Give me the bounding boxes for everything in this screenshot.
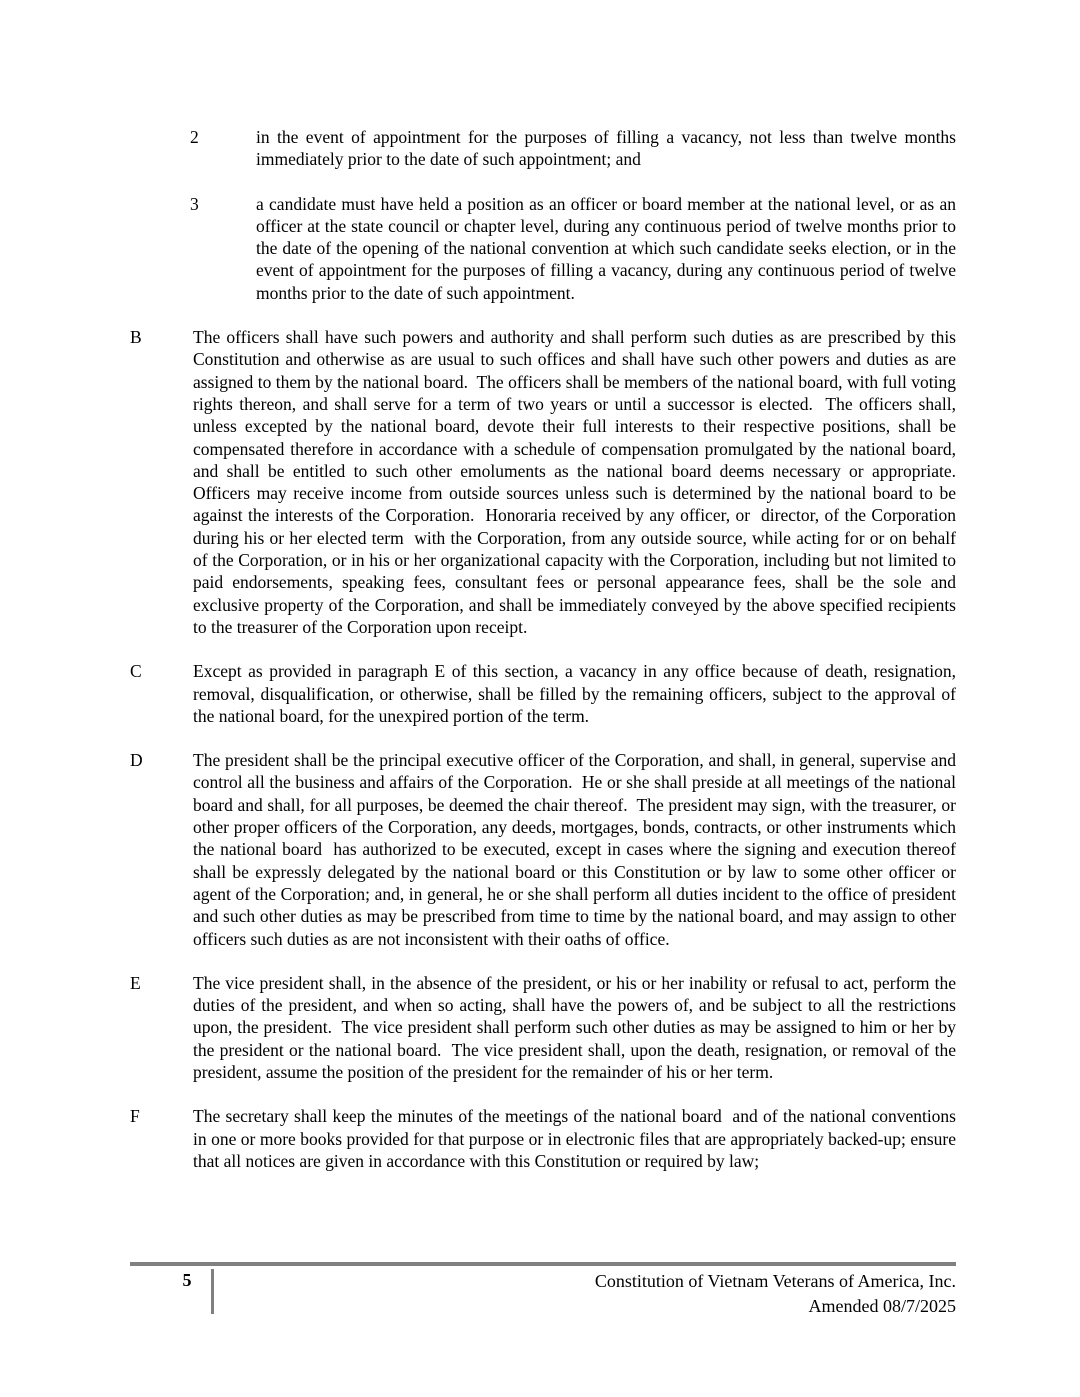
clause-paragraph-f (130, 1105, 961, 1172)
list-item-text: in the event of appointment for the purposes of filling a vacancy, not less than twelve months immediately prior to the date of such appointment; and (256, 127, 961, 170)
footer-vertical-bar (211, 1269, 214, 1314)
clause-paragraph-b (130, 326, 965, 638)
clause-text: The vice president shall, in the absence of the president, or his or her inability or refusal to act, perform the duties of the president, and when so acting, shall have the powers of, and be subject to all the restrictions upon, the president. The vice president shall perform such other duties as may be assigned to him or her by the president or the national board. The vice president shall, upon the death, resignation, or removal of the president, assume the position of the president for the remainder of his or her term. (193, 972, 961, 1082)
footer-amended-date: Amended 08/7/2025 (808, 1296, 956, 1316)
footer-document-title: Constitution of Vietnam Veterans of America, Inc. (594, 1271, 956, 1291)
document-body (130, 126, 965, 1193)
footer-divider-rule (130, 1262, 956, 1266)
clause-marker: B (130, 327, 142, 348)
clause-paragraph-c (130, 660, 961, 727)
clause-text: The secretary shall keep the minutes of the meetings of the national board and of the national conventions in one or more books provided for that purpose or in electronic files that are appropriately backed-up; ensure that all notices are given in accordance with this Constitution or required by law; (193, 1106, 961, 1171)
clause-text: The officers shall have such powers and authority and shall perform such duties as are prescribed by this Constitution and otherwise as are usual to such offices and shall have such other powers and duties as are assigned to them by the national board. The officers shall be members of the national board, with full voting rights thereon, and shall serve for a term of two years or until a successor is elected. The officers shall, unless excepted by the national board, devote their full interests to their respective positions, shall be compensated therefore in accordance with a schedule of compensation promulgated by the national board, and shall be entitled to such other emoluments as the national board deems necessary or appropriate. Officers may receive income from outside sources unless such is determined by the national board to be against the interests of the Corporation. Honoraria received by any officer, or director, of the Corporation during his or her elected term with the Corporation, from any outside source, while acting for or on behalf of the Corporation, or in his or her organizational capacity with the Corporation, including but not limited to paid endorsements, speaking fees, consultant fees or personal appearance fees, shall be the sole and exclusive property of the Corporation, and shall be immediately conveyed by the above specified recipients to the treasurer of the Corporation upon receipt. (193, 327, 965, 637)
footer-title-block (595, 1269, 956, 1319)
clause-marker: E (130, 972, 141, 993)
clause-paragraph-e (130, 972, 961, 1083)
clause-paragraph-d (130, 749, 961, 950)
clause-marker: D (130, 750, 143, 771)
list-item-text: a candidate must have held a position as an officer or board member at the national level, or as an officer at the state council or chapter level, during any continuous period of twelve months prior to the date of the opening of the national convention at which such candidate seeks election, or in the event of appointment for the purposes of filling a vacancy, during any continuous period of twelve months prior to the date of such appointment. (256, 193, 961, 303)
list-item (130, 193, 961, 304)
clause-marker: F (130, 1106, 140, 1127)
footer-content (130, 1269, 956, 1329)
list-item (130, 126, 961, 171)
clause-marker: C (130, 661, 142, 682)
clause-text: The president shall be the principal executive officer of the Corporation, and shall, in general, supervise and control all the business and affairs of the Corporation. He or she shall preside at all meetings of the national board and shall, for all purposes, be deemed the chair thereof. The president may sign, with the treasurer, or other proper officers of the Corporation, any deeds, mortgages, bonds, contracts, or other instruments which the national board has authorized to be executed, except in cases where the signing and execution thereof shall be expressly delegated by the national board or this Constitution or by law to some other officer or agent of the Corporation; and, in general, he or she shall perform all duties incident to the office of president and such other duties as may be prescribed from time to time by the national board, and may assign to other officers such duties as are not inconsistent with their oaths of office. (193, 750, 961, 949)
page-number: 5 (182, 1270, 192, 1290)
list-item-marker: 3 (190, 193, 199, 214)
clause-text: Except as provided in paragraph E of this section, a vacancy in any office because of death, resignation, removal, disqualification, or otherwise, shall be filled by the remaining officers, subject to the approval of the national board, for the unexpired portion of the term. (193, 661, 961, 726)
list-item-marker: 2 (190, 127, 199, 147)
